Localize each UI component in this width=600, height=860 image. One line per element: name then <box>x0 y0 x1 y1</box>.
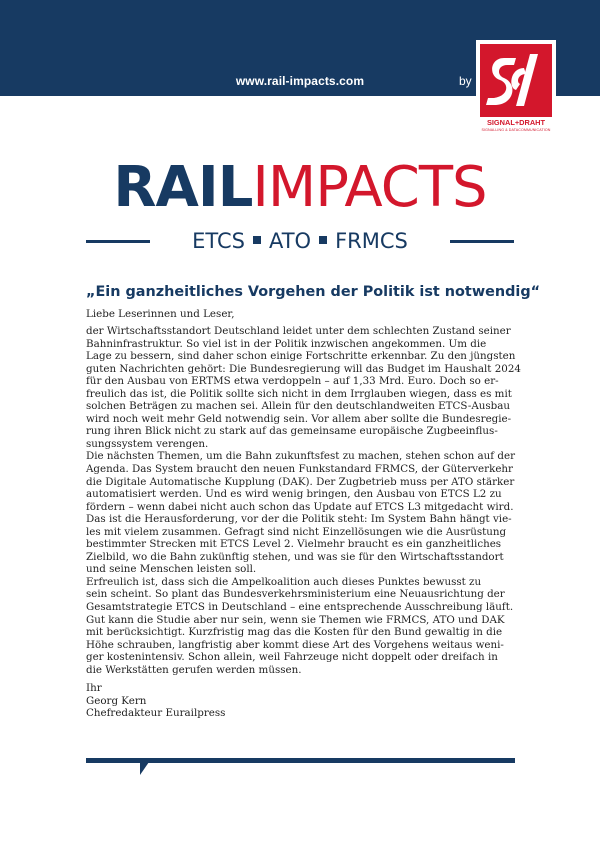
speech-pointer-icon <box>140 762 149 775</box>
body-line: mit berücksichtigt. Kurzfristig mag das die Kosten für den Bund gewaltig in die <box>86 626 503 639</box>
body-line: Die nächsten Themen, um die Bahn zukunftsfest zu machen, stehen schon auf der <box>86 450 515 463</box>
body-line: Zielbild, wo die Bahn zukünftig stehen, und was sie für den Wirtschaftsstandort <box>86 550 504 563</box>
article-salutation: Liebe Leserinnen und Leser, <box>86 308 235 320</box>
body-line: rung ihren Blick nicht zu stark auf das gemeinsame europäische Zugbeeinflus- <box>86 425 498 438</box>
body-line: Bahninfrastruktur. So viel ist in der Politik inzwischen angekommen. Um die <box>86 337 487 350</box>
body-line: sein scheint. So plant das Bundesverkehrsministerium eine Neuausrichtung der <box>86 588 505 601</box>
tag-ato: ATO <box>268 229 312 253</box>
tag-frmcs: FRMCS <box>335 229 408 253</box>
body-line: wird noch weit mehr Geld notwendig sein. Vor allem aber sollte die Bundesregie- <box>86 412 512 425</box>
body-line: bestimmter Strecken mit ETCS Level 2. Vielmehr braucht es ein ganzheitliches <box>86 538 502 551</box>
signature-name: Georg Kern <box>86 694 147 707</box>
body-line: freulich das ist, die Politik sollte sich nicht in dem Irrglauben wiegen, dass es mit <box>86 387 512 400</box>
body-line: Gesamtstrategie ETCS in Deutschland – eine entsprechende Ausschreibung läuft. <box>86 601 514 614</box>
body-line: Lage zu bessern, sind daher schon einige Fortschritte erkennbar. Zu den jüngsten <box>86 350 516 363</box>
body-line: Höhe schrauben, langfristig aber kommt diese Art des Vorgehens weitaus weni- <box>86 638 504 651</box>
sd-logo-icon <box>480 44 552 117</box>
body-line: Agenda. Das System braucht den neuen Funkstandard FRMCS, der Güterverkehr <box>86 463 513 476</box>
footer-rule <box>86 758 515 763</box>
tag-etcs: ETCS <box>192 229 245 253</box>
body-line: die Werkstätten gerufen werden müssen. <box>86 663 302 676</box>
body-line: für den Ausbau von ERTMS etwa verdoppeln – auf 1,33 Mrd. Euro. Doch so er- <box>86 375 499 388</box>
body-line: automatisiert werden. Und es wird wenig bringen, den Ausbau von ETCS L2 zu <box>86 488 502 501</box>
article-signature <box>86 682 225 720</box>
body-line: sungssystem verengen. <box>86 437 209 450</box>
body-line: ger kostenintensiv. Schon allein, weil Fahrzeuge nicht doppelt oder dreifach in <box>86 651 498 664</box>
body-line: Erfreulich ist, dass sich die Ampelkoalition auch dieses Punktes bewusst zu <box>86 575 482 588</box>
tagline-text <box>86 228 514 254</box>
signature-closing: Ihr <box>86 682 102 694</box>
article-headline: „Ein ganzheitliches Vorgehen der Politik ist notwendig“ <box>86 284 541 300</box>
body-line: les mit vielem zusammen. Gefragt sind nicht Einzellösungen wie die Ausrüstung <box>86 525 507 538</box>
tagline <box>86 228 514 254</box>
brand-title <box>0 155 600 220</box>
logo-subtitle: SIGNALLING & DATACOMMUNICATION <box>481 128 551 132</box>
article-body <box>86 325 521 676</box>
body-line: die Digitale Automatische Kupplung (DAK). Der Zugbetrieb muss per ATO stärker <box>86 475 515 488</box>
body-line: und seine Menschen leisten soll. <box>86 563 257 576</box>
signature-role: Chefredakteur Eurailpress <box>86 707 226 720</box>
brand-rail: RAIL <box>113 155 253 220</box>
body-line: der Wirtschaftsstandort Deutschland leidet unter dem schlechten Zustand seiner <box>86 325 511 337</box>
body-line: fördern – wenn dabei nicht auch schon das Update auf ETCS L3 mitgedacht wird. <box>86 500 514 513</box>
body-line: Gut kann die Studie aber nur sein, wenn sie Themen wie FRMCS, ATO und DAK <box>86 613 505 626</box>
brand-impacts: IMPACTS <box>252 155 487 220</box>
by-label: by <box>459 74 472 88</box>
body-line: Das ist die Herausforderung, vor der die Politik steht: Im System Bahn hängt vie- <box>86 513 512 526</box>
body-line: solchen Beträgen zu machen sei. Allein für den deutschlandweiten ETCS-Ausbau <box>86 400 511 413</box>
body-line: guten Nachrichten gehört: Die Bundesregierung will das Budget im Haushalt 2024 <box>86 362 521 375</box>
logo-name: SIGNAL+DRAHT <box>486 118 546 127</box>
website-link[interactable]: www.rail-impacts.com <box>235 74 365 88</box>
tag-separator <box>319 236 327 244</box>
tag-separator <box>253 236 261 244</box>
signal-draht-logo-mark <box>480 44 552 117</box>
